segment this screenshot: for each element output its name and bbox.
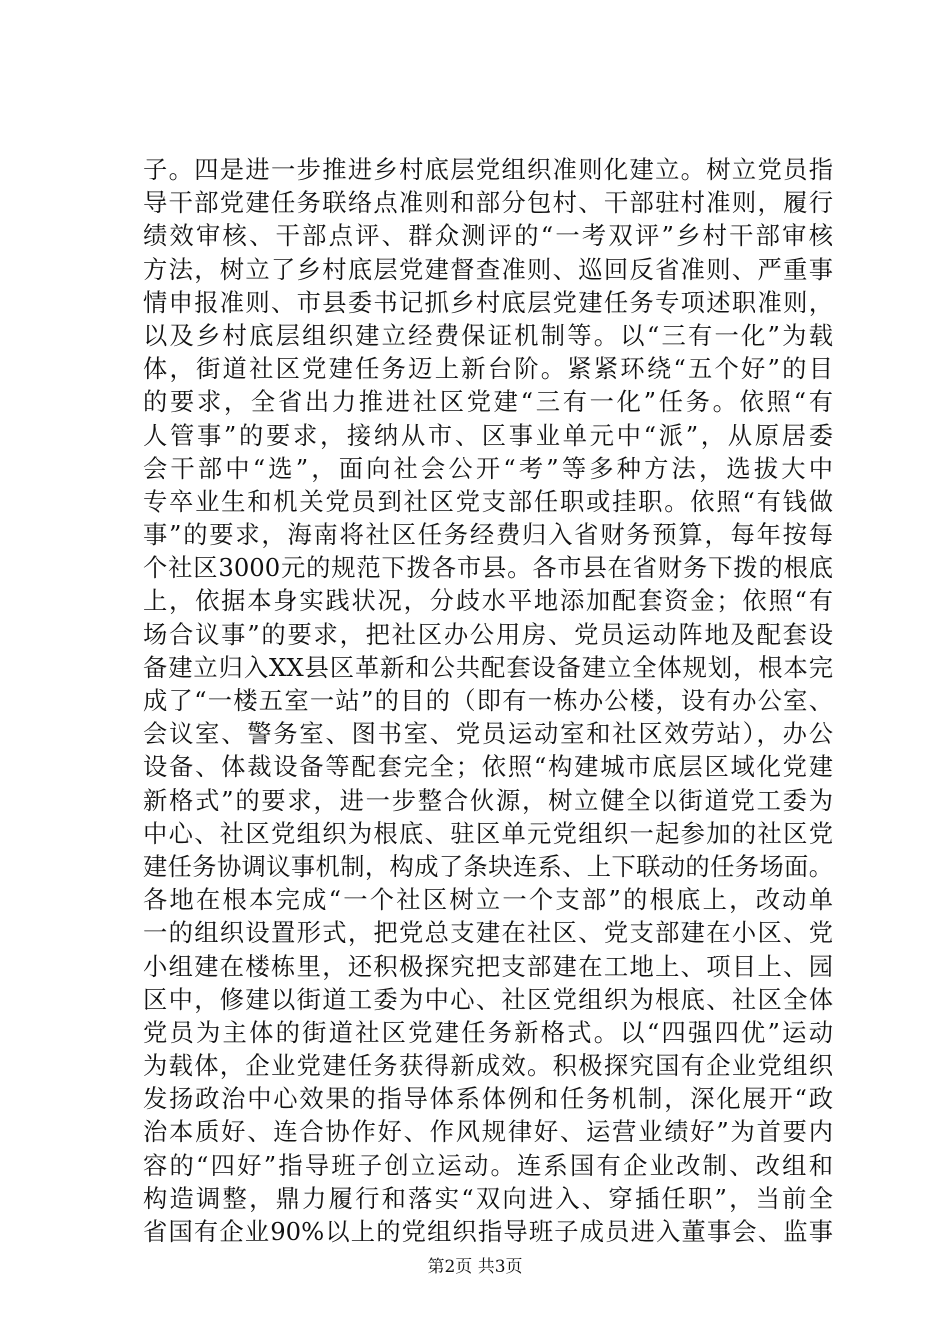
- text-line: 事”的要求，海南将社区任务经费归入省财务预算，每年按每: [143, 520, 833, 550]
- text-line: 成了“一楼五室一站”的目的（即有一栋办公楼，设有办公室、: [143, 686, 833, 715]
- text-line: 发扬政治中心效果的指导体系体例和任务机制，深化展开“政: [143, 1084, 833, 1114]
- text-line: 子。四是进一步推进乡村底层党组织准则化建立。树立党员指: [143, 155, 833, 184]
- text-line: 新格式”的要求，进一步整合伙源，树立健全以街道党工委为: [143, 785, 833, 815]
- text-line: 构造调整，鼎力履行和落实“双向进入、穿插任职”，当前全: [143, 1183, 833, 1213]
- page-number: 第2页 共3页: [427, 1257, 523, 1277]
- text-line: 省国有企业90%以上的党组织指导班子成员进入董事会、监事: [143, 1217, 833, 1246]
- text-line: 建任务协调议事机制，构成了条块连系、上下联动的任务场面。: [143, 851, 833, 881]
- text-line: 中心、社区党组织为根底、驻区单元党组织一起参加的社区党: [143, 818, 833, 848]
- text-line: 体，街道社区党建任务迈上新台阶。紧紧环绕“五个好”的目: [143, 354, 833, 384]
- text-line: 人管事”的要求，接纳从市、区事业单元中“派”，从原居委: [143, 420, 833, 450]
- text-line: 情申报准则、市县委书记抓乡村底层党建任务专项述职准则，: [143, 287, 833, 317]
- text-line: 设备、体裁设备等配套完全；依照“构建城市底层区域化党建: [143, 752, 833, 782]
- text-line: 治本质好、连合协作好、作风规律好、运营业绩好”为首要内: [143, 1117, 833, 1147]
- text-line: 以及乡村底层组织建立经费保证机制等。以“三有一化”为载: [143, 320, 833, 350]
- text-line: 绩效审核、干部点评、群众测评的“一考双评”乡村干部审核: [143, 221, 833, 251]
- page-footer: [0, 1256, 950, 1278]
- text-line: 的要求，全省出力推进社区党建“三有一化”任务。依照“有: [143, 387, 833, 417]
- text-line: 各地在根本完成“一个社区树立一个支部”的根底上，改动单: [143, 885, 833, 915]
- text-line: 区中，修建以街道工委为中心、社区党组织为根底、社区全体: [143, 984, 833, 1014]
- text-line: 方法，树立了乡村底层党建督查准则、巡回反省准则、严重事: [143, 254, 833, 284]
- text-line: 备建立归入XX县区革新和公共配套设备建立全体规划，根本完: [143, 652, 833, 682]
- text-line: 专卒业生和机关党员到社区党支部任职或挂职。依照“有钱做: [143, 486, 833, 516]
- text-line: 上，依据本身实践状况，分歧水平地添加配套资金；依照“有: [143, 586, 833, 616]
- body-text: [143, 153, 833, 1248]
- text-line: 小组建在楼栋里，还积极探究把支部建在工地上、项目上、园: [143, 951, 833, 981]
- text-line: 会干部中“选”，面向社会公开“考”等多种方法，选拔大中: [143, 453, 833, 483]
- text-line: 会议室、警务室、图书室、党员运动室和社区效劳站），办公: [143, 719, 833, 749]
- text-line: 党员为主体的街道社区党建任务新格式。以“四强四优”运动: [143, 1017, 833, 1047]
- text-line: 容的“四好”指导班子创立运动。连系国有企业改制、改组和: [143, 1150, 833, 1180]
- text-line: 一的组织设置形式，把党总支建在社区、党支部建在小区、党: [143, 918, 833, 948]
- text-line: 场合议事”的要求，把社区办公用房、党员运动阵地及配套设: [143, 619, 833, 649]
- text-line: 导干部党建任务联络点准则和部分包村、干部驻村准则，履行: [143, 188, 833, 218]
- text-line: 为载体，企业党建任务获得新成效。积极探究国有企业党组织: [143, 1051, 833, 1081]
- text-line: 个社区3000元的规范下拨各市县。各市县在省财务下拨的根底: [143, 553, 833, 583]
